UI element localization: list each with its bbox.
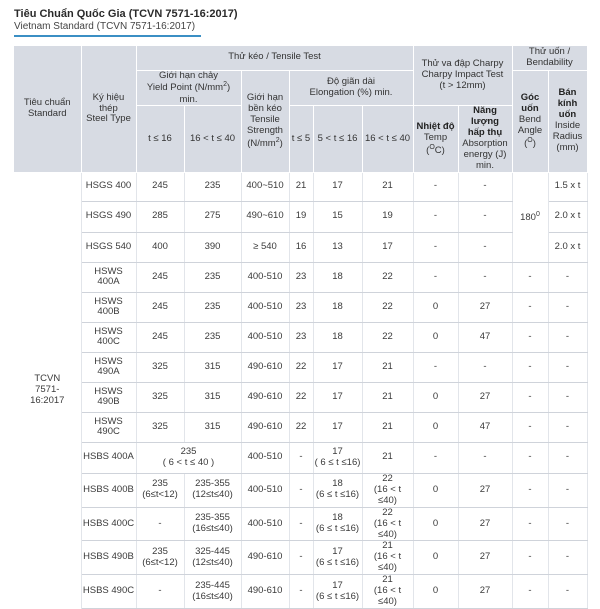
elong-t5: 22 [289, 382, 313, 412]
temperature: 0 [413, 541, 458, 575]
table-row [14, 292, 587, 322]
steel-type: HSGS 540 [81, 232, 136, 262]
elong-t5: - [289, 473, 313, 507]
absorption-energy: 27 [458, 507, 512, 541]
bend-angle: - [512, 507, 548, 541]
steel-type: HSGS 400 [81, 172, 136, 201]
yield-t16: 245 [136, 292, 184, 322]
inside-radius: - [548, 262, 587, 292]
absorption-energy: 27 [458, 382, 512, 412]
bend-angle: - [512, 322, 548, 352]
inside-radius: - [548, 382, 587, 412]
standard-cell: TCVN 7571- 16:2017 [14, 172, 81, 608]
elong-t16: 17 (6 ≤ t ≤16) [313, 541, 362, 575]
header-charpy-test: Thử va đập Charpy Charpy Impact Test (t > 12mm) [413, 46, 512, 106]
inside-radius: - [548, 473, 587, 507]
table-row [14, 322, 587, 352]
elong-t5: 23 [289, 322, 313, 352]
steel-type: HSWS 400C [81, 322, 136, 352]
temperature: - [413, 352, 458, 382]
elong-t40: 22 (16 < t ≤40) [362, 473, 413, 507]
elong-t40: 21 [362, 412, 413, 442]
standard-table [14, 46, 588, 609]
absorption-energy: 27 [458, 473, 512, 507]
inside-radius: - [548, 292, 587, 322]
steel-type: HSWS 490A [81, 352, 136, 382]
header-bendability: Thử uốn / Bendability [512, 46, 587, 70]
elong-t16: 17 [313, 352, 362, 382]
table-row [14, 262, 587, 292]
bend-angle: - [512, 442, 548, 473]
elong-t5: 23 [289, 292, 313, 322]
inside-radius: - [548, 541, 587, 575]
elong-t5: - [289, 442, 313, 473]
header-yield-t16: t ≤ 16 [136, 106, 184, 173]
table-row [14, 412, 587, 442]
yield-t16: 400 [136, 232, 184, 262]
yield-t40: 390 [184, 232, 241, 262]
steel-type: HSWS 400B [81, 292, 136, 322]
bend-angle: - [512, 412, 548, 442]
elong-t40: 22 (16 < t ≤40) [362, 507, 413, 541]
elong-t16: 18 [313, 322, 362, 352]
table-row [14, 172, 587, 201]
table-row [14, 352, 587, 382]
elong-t40: 21 [362, 352, 413, 382]
elong-t16: 13 [313, 232, 362, 262]
table-row [14, 473, 587, 507]
tensile-strength: 400-510 [241, 292, 289, 322]
elong-t16: 17 [313, 412, 362, 442]
header-elong-t5: t ≤ 5 [289, 106, 313, 173]
header-elongation: Độ giãn dài Elongation (%) min. [289, 70, 413, 106]
header-inside-radius: Bán kính uốn Inside Radius (mm) [548, 70, 587, 172]
header-standard: Tiêu chuẩn Standard [14, 46, 81, 172]
tensile-strength: 400-510 [241, 442, 289, 473]
temperature: 0 [413, 412, 458, 442]
table-row [14, 232, 587, 262]
table-row [14, 541, 587, 575]
tensile-strength: 490-610 [241, 382, 289, 412]
inside-radius: 1.5 x t [548, 172, 587, 201]
elong-t40: 22 [362, 322, 413, 352]
inside-radius: - [548, 322, 587, 352]
absorption-energy: - [458, 232, 512, 262]
tensile-strength: 400-510 [241, 322, 289, 352]
elong-t5: - [289, 541, 313, 575]
steel-type: HSWS 490B [81, 382, 136, 412]
yield-t40: 235 [184, 172, 241, 201]
steel-type: HSBS 400B [81, 473, 136, 507]
yield-t16: - [136, 507, 184, 541]
elong-t16: 18 [313, 292, 362, 322]
yield-t16: 285 [136, 201, 184, 232]
header-elong-t16: 5 < t ≤ 16 [313, 106, 362, 173]
elong-t5: 22 [289, 412, 313, 442]
tensile-strength: 490-610 [241, 412, 289, 442]
bend-angle-merged: $180^0$ [512, 172, 548, 262]
yield-t16: 245 [136, 172, 184, 201]
absorption-energy: - [458, 352, 512, 382]
header-bend-angle: Góc uốn Bend Angle ($^O$) [512, 70, 548, 172]
document-title: Tiêu Chuẩn Quốc Gia (TCVN 7571-16:2017) [14, 8, 238, 20]
temperature: - [413, 262, 458, 292]
temperature: - [413, 201, 458, 232]
yield-t40: 235 [184, 292, 241, 322]
elong-t16: 18 (6 ≤ t ≤16) [313, 473, 362, 507]
bend-angle: - [512, 541, 548, 575]
header-temperature: Nhiệt độ Temp ($^O$C) [413, 106, 458, 173]
inside-radius: - [548, 442, 587, 473]
absorption-energy: - [458, 172, 512, 201]
header-elong-t40: 16 < t ≤ 40 [362, 106, 413, 173]
bend-angle: - [512, 292, 548, 322]
inside-radius: - [548, 575, 587, 609]
tensile-strength: 400-510 [241, 262, 289, 292]
steel-type: HSBS 400C [81, 507, 136, 541]
header-yield-t40: 16 < t ≤ 40 [184, 106, 241, 173]
elong-t40: 19 [362, 201, 413, 232]
yield-t40: 325-445 (12≤t≤40) [184, 541, 241, 575]
elong-t16: 17 ( 6 ≤ t ≤16) [313, 442, 362, 473]
elong-t5: 21 [289, 172, 313, 201]
tensile-strength: 490~610 [241, 201, 289, 232]
yield-t16: 235 (6≤t<12) [136, 541, 184, 575]
elong-t5: - [289, 507, 313, 541]
header-tensile-test: Thử kéo / Tensile Test [136, 46, 413, 70]
temperature: 0 [413, 507, 458, 541]
table-body [14, 172, 587, 608]
tensile-strength: 490-610 [241, 541, 289, 575]
elong-t16: 17 (6 ≤ t ≤16) [313, 575, 362, 609]
elong-t40: 22 [362, 262, 413, 292]
yield-t40: 235-355 (16≤t≤40) [184, 507, 241, 541]
temperature: 0 [413, 575, 458, 609]
yield-t40: 275 [184, 201, 241, 232]
temperature: 0 [413, 292, 458, 322]
yield-t16: 235 (6≤t<12) [136, 473, 184, 507]
inside-radius: - [548, 412, 587, 442]
temperature: 0 [413, 382, 458, 412]
tensile-strength: 400~510 [241, 172, 289, 201]
elong-t5: 22 [289, 352, 313, 382]
yield-t40: 235-445 (16≤t≤40) [184, 575, 241, 609]
temperature: - [413, 232, 458, 262]
table-row [14, 575, 587, 609]
tensile-strength: 490-610 [241, 352, 289, 382]
table-row [14, 442, 587, 473]
yield-t16: 245 [136, 322, 184, 352]
steel-type: HSBS 490B [81, 541, 136, 575]
yield-t16: - [136, 575, 184, 609]
elong-t5: - [289, 575, 313, 609]
absorption-energy: - [458, 201, 512, 232]
elong-t5: 23 [289, 262, 313, 292]
header-tensile-strength: Giới hạn bền kéo Tensile Strength $(N/mm^2)$ [241, 70, 289, 172]
inside-radius: 2.0 x t [548, 201, 587, 232]
elong-t16: 15 [313, 201, 362, 232]
inside-radius: - [548, 352, 587, 382]
table-row [14, 382, 587, 412]
steel-type: HSBS 400A [81, 442, 136, 473]
yield-merged: 235 ( 6 < t ≤ 40 ) [136, 442, 241, 473]
elong-t5: 16 [289, 232, 313, 262]
elong-t16: 17 [313, 172, 362, 201]
elong-t40: 17 [362, 232, 413, 262]
table-row [14, 507, 587, 541]
inside-radius: 2.0 x t [548, 232, 587, 262]
yield-t40: 315 [184, 382, 241, 412]
steel-type: HSWS 490C [81, 412, 136, 442]
absorption-energy: 47 [458, 322, 512, 352]
temperature: 0 [413, 473, 458, 507]
table-header [14, 46, 587, 172]
title-underline [14, 35, 201, 37]
header-absorption-energy: Năng lượng hấp thụ Absorption energy (J) min. [458, 106, 512, 173]
bend-angle: - [512, 473, 548, 507]
bend-angle: - [512, 382, 548, 412]
steel-type: HSBS 490C [81, 575, 136, 609]
elong-t40: 21 [362, 172, 413, 201]
yield-t40: 315 [184, 412, 241, 442]
absorption-energy: - [458, 262, 512, 292]
yield-t16: 325 [136, 412, 184, 442]
temperature: 0 [413, 322, 458, 352]
elong-t40: 21 [362, 442, 413, 473]
yield-t40: 235-355 (12≤t≤40) [184, 473, 241, 507]
elong-t16: 17 [313, 382, 362, 412]
bend-angle: - [512, 575, 548, 609]
header-steel-type: Ký hiệu thép Steel Type [81, 46, 136, 172]
table-row [14, 201, 587, 232]
elong-t40: 21 (16 < t ≤40) [362, 541, 413, 575]
steel-type: HSWS 400A [81, 262, 136, 292]
absorption-energy: 27 [458, 541, 512, 575]
elong-t40: 22 [362, 292, 413, 322]
tensile-strength: ≥ 540 [241, 232, 289, 262]
yield-t40: 235 [184, 322, 241, 352]
elong-t40: 21 (16 < t ≤40) [362, 575, 413, 609]
yield-t40: 235 [184, 262, 241, 292]
elong-t40: 21 [362, 382, 413, 412]
bend-angle: - [512, 352, 548, 382]
tensile-strength: 400-510 [241, 473, 289, 507]
temperature: - [413, 442, 458, 473]
yield-t16: 325 [136, 382, 184, 412]
inside-radius: - [548, 507, 587, 541]
header-yield-point: Giới hạn chảy Yield Point $(N/mm^2)$ min. [136, 70, 241, 106]
yield-t16: 325 [136, 352, 184, 382]
document-subtitle: Vietnam Standard (TCVN 7571-16:2017) [14, 21, 196, 32]
yield-t16: 245 [136, 262, 184, 292]
absorption-energy: - [458, 442, 512, 473]
elong-t5: 19 [289, 201, 313, 232]
elong-t16: 18 [313, 262, 362, 292]
elong-t16: 18 (6 ≤ t ≤16) [313, 507, 362, 541]
tensile-strength: 400-510 [241, 507, 289, 541]
steel-type: HSGS 490 [81, 201, 136, 232]
absorption-energy: 47 [458, 412, 512, 442]
yield-t40: 315 [184, 352, 241, 382]
absorption-energy: 27 [458, 292, 512, 322]
absorption-energy: 27 [458, 575, 512, 609]
tensile-strength: 490-610 [241, 575, 289, 609]
bend-angle: - [512, 262, 548, 292]
temperature: - [413, 172, 458, 201]
